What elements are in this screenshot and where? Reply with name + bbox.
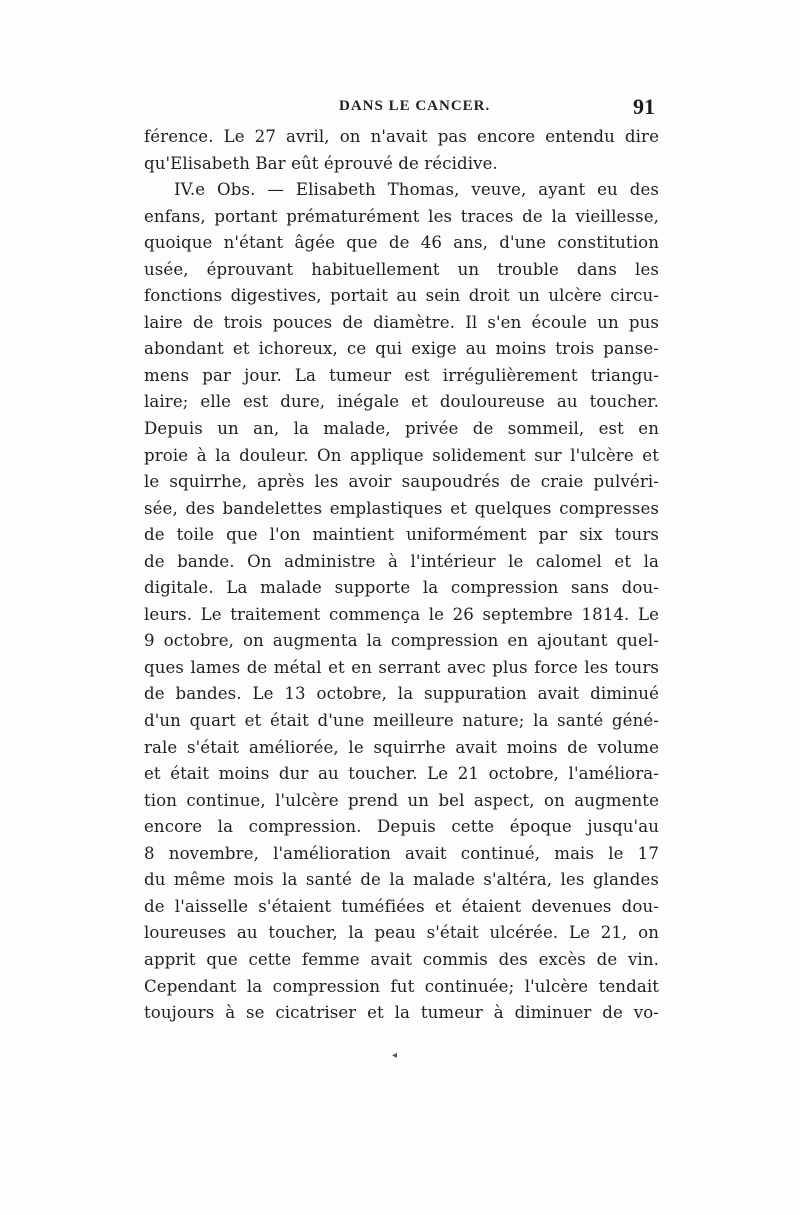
- text-line: de bande. On administre à l'intérieur le calomel et la: [144, 551, 659, 571]
- text-line: Depuis un an, la malade, privée de sommeil, est en: [144, 419, 659, 439]
- text-line: 9 octobre, on augmenta la compression en ajoutant quel-: [144, 631, 659, 651]
- page-header: [144, 94, 659, 122]
- text-line: de toile que l'on maintient uniformément par six tours: [144, 525, 659, 545]
- text-line: 8 novembre, l'amélioration avait continué, mais le 17: [144, 843, 659, 863]
- page-number: 91: [633, 94, 655, 119]
- running-head: DANS LE CANCER.: [339, 98, 491, 114]
- text-line: sée, des bandelettes emplastiques et quelques compresses: [144, 498, 659, 518]
- text-line: de l'aisselle s'étaient tuméfiées et étaient devenues dou-: [144, 896, 659, 916]
- text-line: loureuses au toucher, la peau s'était ulcérée. Le 21, on: [144, 923, 659, 943]
- text-line: de bandes. Le 13 octobre, la suppuration avait diminué: [144, 684, 659, 704]
- text-line: du même mois la santé de la malade s'altéra, les glandes: [144, 870, 659, 890]
- text-line: apprit que cette femme avait commis des excès de vin.: [144, 949, 659, 969]
- text-line: d'un quart et était d'une meilleure nature; la santé géné-: [144, 711, 659, 731]
- body-text: [144, 124, 659, 1027]
- text-line: abondant et ichoreux, ce qui exige au moins trois panse-: [144, 339, 659, 359]
- text-line: fonctions digestives, portait au sein droit un ulcère circu-: [144, 286, 659, 306]
- text-line: usée, éprouvant habituellement un trouble dans les: [144, 259, 659, 279]
- text-line: et était moins dur au toucher. Le 21 octobre, l'améliora-: [144, 764, 659, 784]
- text-line: mens par jour. La tumeur est irrégulièrement triangu-: [144, 365, 659, 385]
- text-line: toujours à se cicatriser et la tumeur à diminuer de vo-: [144, 1003, 659, 1023]
- text-line: le squirrhe, après les avoir saupoudrés de craie pulvéri-: [144, 472, 659, 492]
- text-line: quoique n'étant âgée que de 46 ans, d'une constitution: [144, 233, 659, 253]
- text-line: laire de trois pouces de diamètre. Il s'en écoule un pus: [144, 312, 659, 332]
- text-line: férence. Le 27 avril, on n'avait pas encore entendu dire: [144, 127, 659, 146]
- text-line: IV.e Obs. — Elisabeth Thomas, veuve, ayant eu des: [174, 180, 659, 200]
- text-line: tion continue, l'ulcère prend un bel aspect, on augmente: [144, 790, 659, 810]
- text-line: ques lames de métal et en serrant avec plus force les tours: [144, 657, 659, 677]
- text-line: laire; elle est dure, inégale et douloureuse au toucher.: [144, 392, 659, 412]
- text-line: qu'Elisabeth Bar eût éprouvé de récidive.: [144, 153, 498, 173]
- text-line: digitale. La malade supporte la compression sans dou-: [144, 578, 659, 598]
- text-line: Cependant la compression fut continuée; l'ulcère tendait: [144, 976, 659, 996]
- text-line: enfans, portant prématurément les traces de la vieillesse,: [144, 206, 659, 226]
- text-line: proie à la douleur. On applique solidement sur l'ulcère et: [144, 445, 659, 465]
- text-line: encore la compression. Depuis cette époque jusqu'au: [144, 817, 659, 837]
- text-line: rale s'était améliorée, le squirrhe avait moins de volume: [144, 737, 659, 757]
- text-line: leurs. Le traitement commença le 26 septembre 1814. Le: [144, 604, 659, 624]
- print-mark: ◂: [392, 1050, 398, 1061]
